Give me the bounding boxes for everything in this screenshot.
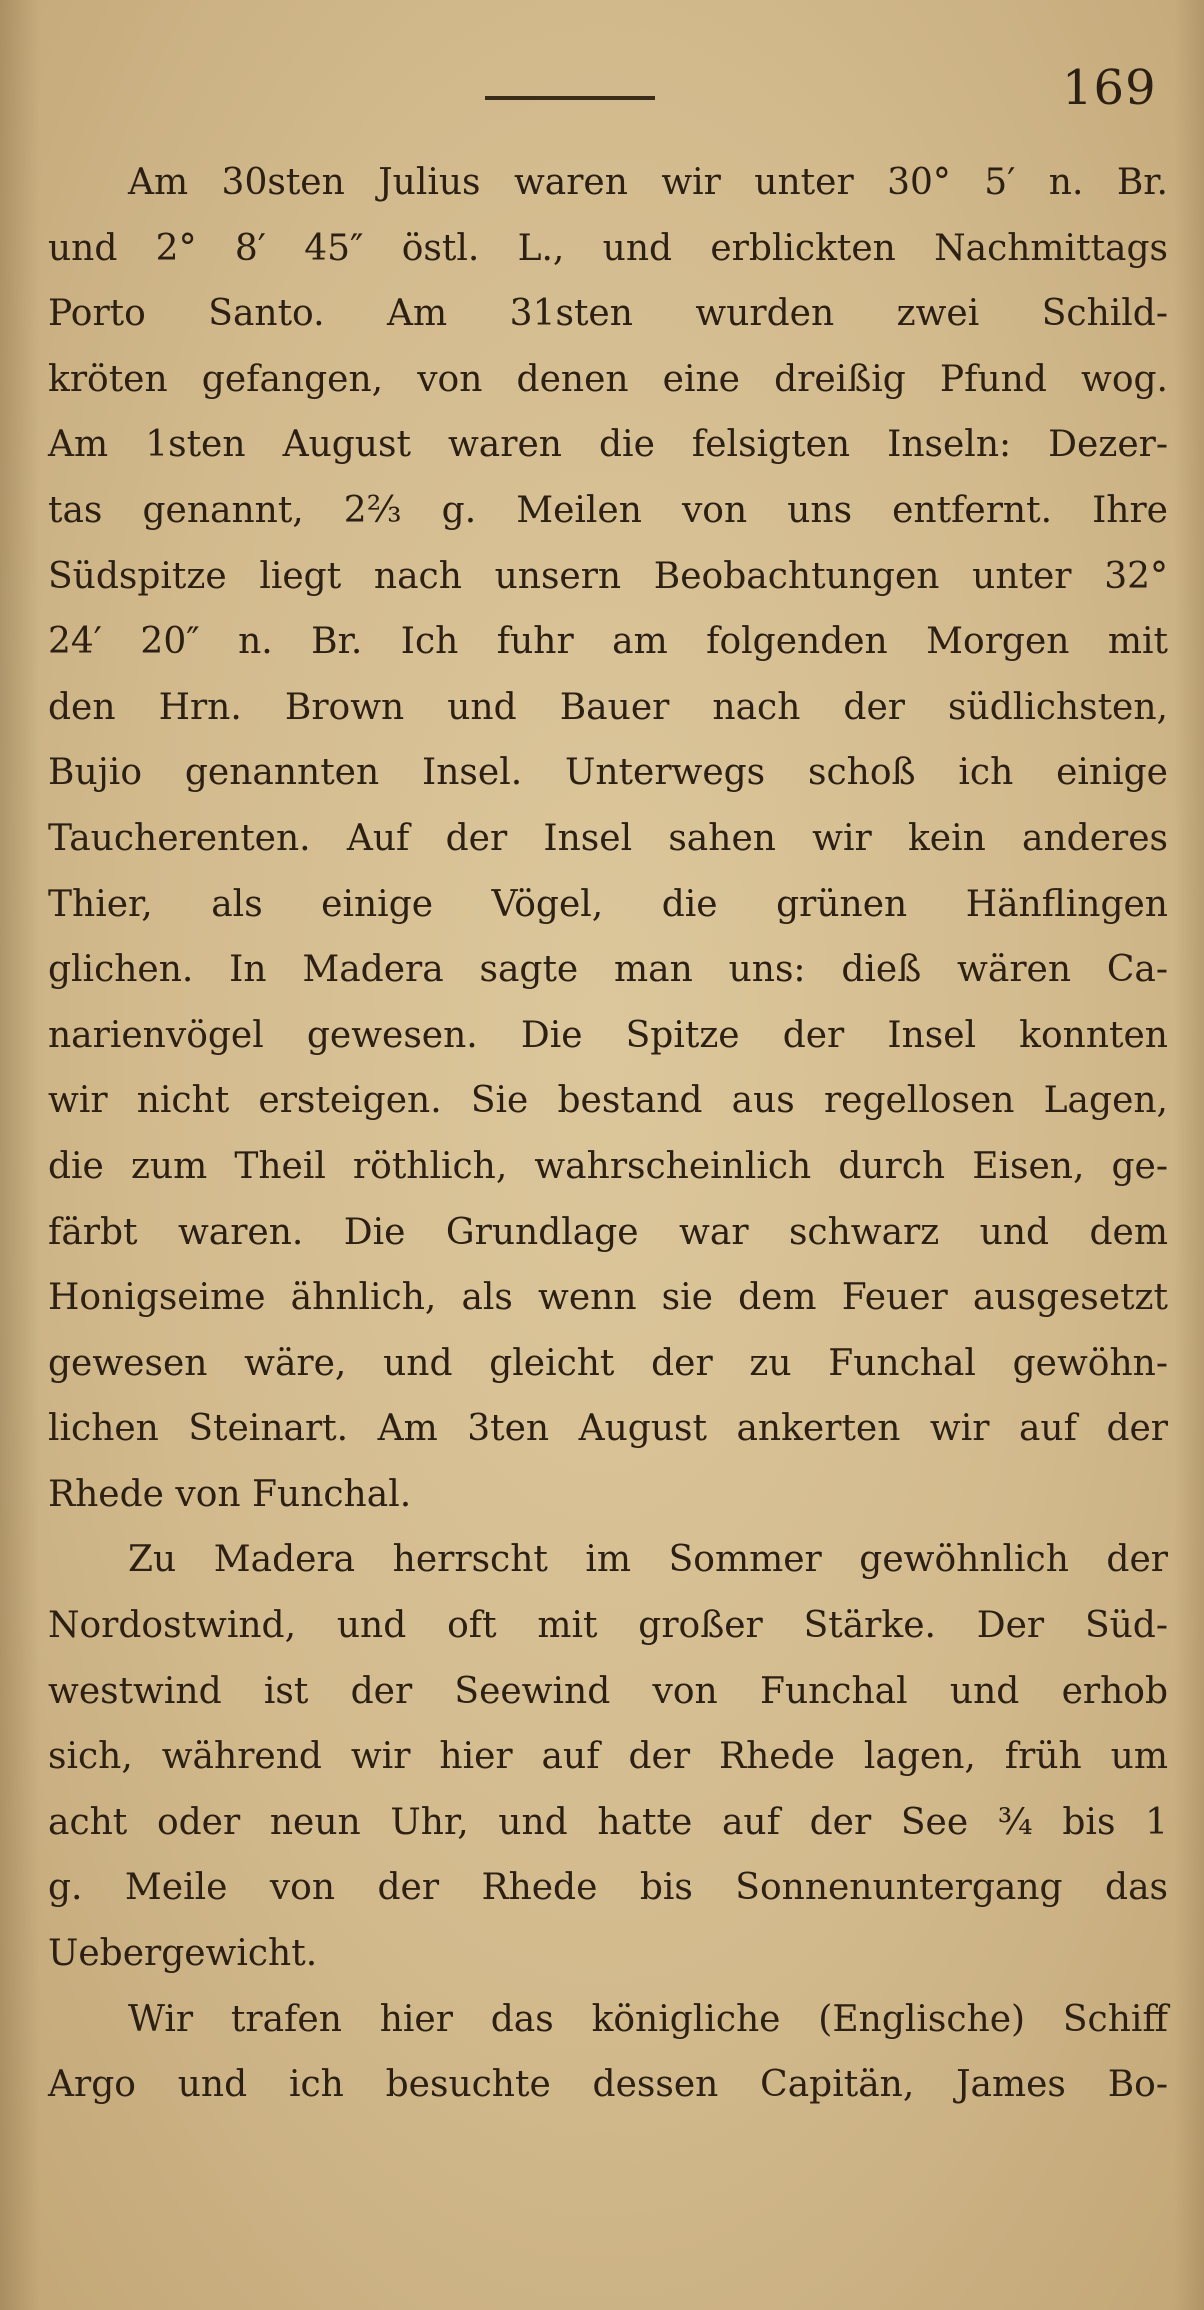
header-rule [485, 96, 655, 100]
text-line: Rhede von Funchal. [48, 1473, 412, 1515]
text-line: westwind ist der Seewind von Funchal und erhob [48, 1670, 1168, 1712]
text-line: narienvögel gewesen. Die Spitze der Insel konnten [48, 1014, 1168, 1056]
text-line: Argo und ich besuchte dessen Capitän, James Bo- [48, 2064, 1168, 2106]
text-line: Uebergewicht. [48, 1933, 318, 1975]
text-line: Taucherenten. Auf der Insel sahen wir kein anderes [48, 817, 1168, 859]
text-line: Am 1sten August waren die felsigten Inseln: Dezer- [48, 424, 1168, 466]
text-line: Zu Madera herrscht im Sommer gewöhnlich der [128, 1539, 1168, 1581]
text-line: Thier, als einige Vögel, die grünen Hänflingen [48, 883, 1168, 925]
text-line: 24′ 20″ n. Br. Ich fuhr am folgenden Morgen mit [48, 621, 1168, 663]
text-line: gewesen wäre, und gleicht der zu Funchal gewöhn- [48, 1342, 1168, 1384]
text-line: den Hrn. Brown und Bauer nach der südlichsten, [48, 686, 1168, 728]
text-line: Honigseime ähnlich, als wenn sie dem Feuer ausgesetzt [48, 1277, 1168, 1319]
text-line: sich, während wir hier auf der Rhede lagen, früh um [48, 1736, 1168, 1778]
text-line: lichen Steinart. Am 3ten August ankerten wir auf der [48, 1408, 1168, 1450]
text-line: Nordostwind, und oft mit großer Stärke. Der Süd- [48, 1605, 1168, 1647]
text-line: g. Meile von der Rhede bis Sonnenuntergang das [48, 1867, 1168, 1909]
text-line: Bujio genannten Insel. Unterwegs schoß ich einige [48, 752, 1168, 794]
page-number: 169 [1062, 60, 1157, 116]
text-line: wir nicht ersteigen. Sie bestand aus regellosen Lagen, [48, 1080, 1168, 1122]
body-text [48, 150, 1168, 2118]
text-line: kröten gefangen, von denen eine dreißig Pfund wog. [48, 358, 1168, 400]
text-line: glichen. In Madera sagte man uns: dieß wären Ca- [48, 949, 1168, 991]
text-line: acht oder neun Uhr, und hatte auf der See ¾ bis 1 [48, 1801, 1168, 1843]
text-line: die zum Theil röthlich, wahrscheinlich durch Eisen, ge- [48, 1145, 1168, 1187]
text-line: tas genannt, 2⅔ g. Meilen von uns entfernt. Ihre [48, 489, 1168, 531]
text-line: Wir trafen hier das königliche (Englische) Schiff [128, 1998, 1168, 2040]
text-line: färbt waren. Die Grundlage war schwarz und dem [48, 1211, 1168, 1253]
text-line: Am 30sten Julius waren wir unter 30° 5′ n. Br. [128, 162, 1168, 203]
text-line: Porto Santo. Am 31sten wurden zwei Schild- [48, 293, 1168, 335]
text-line: Südspitze liegt nach unsern Beobachtungen unter 32° [48, 555, 1168, 597]
text-line: und 2° 8′ 45″ östl. L., und erblickten Nachmittags [48, 227, 1168, 269]
